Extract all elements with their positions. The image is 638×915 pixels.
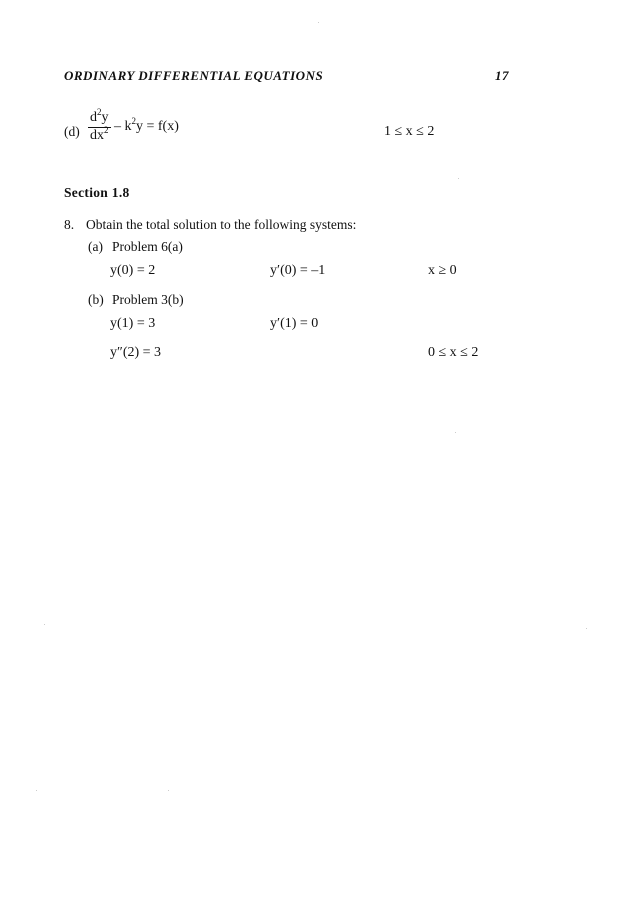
part-a-title: Problem 6(a) (112, 239, 183, 254)
part-a-label: (a) (88, 239, 103, 254)
equation-k: – k (114, 119, 132, 135)
numerator-y: y (101, 110, 109, 125)
part-a-domain: x ≥ 0 (428, 263, 457, 278)
part-b-condition-2: y′(1) = 0 (270, 316, 319, 331)
part-b-title: Problem 3(b) (112, 292, 184, 307)
k-exponent: 2 (131, 116, 136, 127)
section-heading: Section 1.8 (64, 185, 130, 200)
denominator-dx: dx (90, 127, 104, 143)
part-a-condition-1: y(0) = 2 (110, 263, 156, 278)
numerator-d: d (90, 110, 97, 125)
equation-rest (114, 116, 179, 135)
numerator-exponent: 2 (97, 107, 102, 117)
scan-speck (44, 624, 45, 625)
scan-speck (586, 628, 587, 629)
problem-number: 8. (64, 217, 75, 232)
part-b-label: (b) (88, 292, 104, 307)
item-d-domain: 1 ≤ x ≤ 2 (384, 124, 435, 139)
part-b-condition-1: y(1) = 3 (110, 316, 156, 331)
part-b-domain: 0 ≤ x ≤ 2 (428, 345, 479, 360)
derivative-fraction (88, 107, 111, 143)
scan-speck (455, 432, 456, 433)
scan-speck (168, 790, 169, 791)
item-d-equation (88, 107, 179, 143)
scan-speck (458, 178, 459, 179)
denominator-exponent: 2 (104, 124, 109, 135)
running-header-title: ORDINARY DIFFERENTIAL EQUATIONS (64, 68, 324, 83)
item-d-label: (d) (64, 124, 80, 139)
part-a-condition-2: y′(0) = –1 (270, 263, 326, 278)
scan-speck (318, 22, 319, 23)
problem-statement: Obtain the total solution to the following systems: (86, 217, 357, 232)
fraction-denominator (88, 124, 111, 144)
equation-rhs: y = f(x) (136, 119, 179, 135)
page-number: 17 (495, 68, 509, 83)
scan-speck (36, 790, 37, 791)
part-b-condition-3: y″(2) = 3 (110, 345, 162, 360)
